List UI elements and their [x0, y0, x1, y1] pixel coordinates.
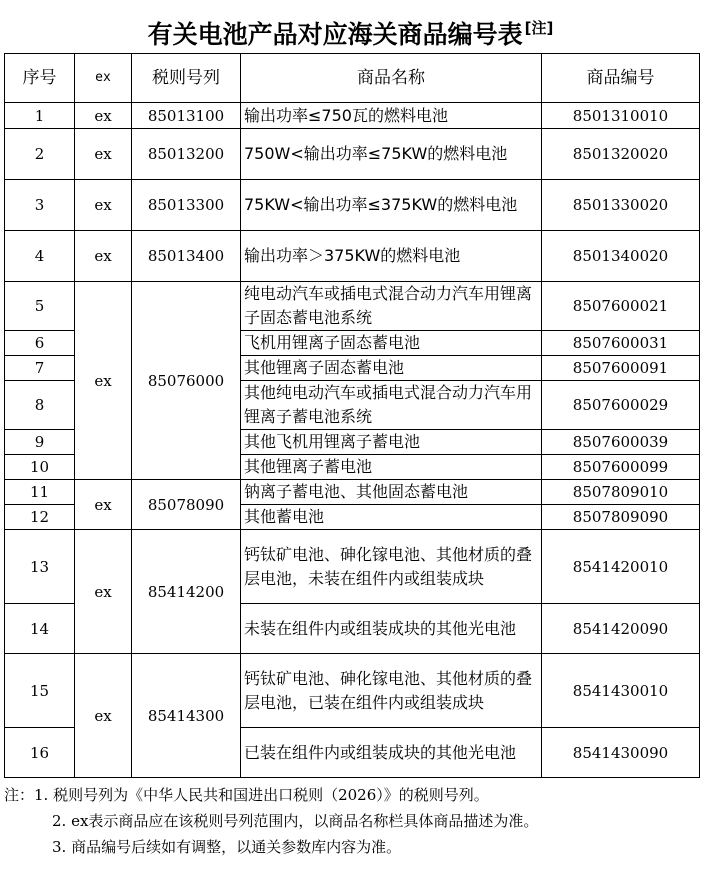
header-tariff: 税则号列 — [132, 54, 241, 103]
cell-code: 8541430090 — [542, 728, 700, 778]
cell-tariff: 85414300 — [132, 654, 241, 778]
footnotes — [4, 782, 699, 860]
cell-name: 输出功率≤750瓦的燃料电池 — [241, 103, 542, 129]
cell-seq: 11 — [5, 480, 75, 505]
cell-name: 其他飞机用锂离子蓄电池 — [241, 430, 542, 455]
cell-seq: 3 — [5, 180, 75, 231]
cell-seq: 9 — [5, 430, 75, 455]
cell-name: 未装在组件内或组装成块的其他光电池 — [241, 604, 542, 654]
cell-name: 输出功率＞375KW的燃料电池 — [241, 231, 542, 282]
footnote-2: 2. ex表示商品应在该税则号列范围内，以商品名称栏具体商品描述为准。 — [52, 812, 539, 830]
cell-name: 75KW<输出功率≤375KW的燃料电池 — [241, 180, 542, 231]
cell-seq: 13 — [5, 530, 75, 604]
cell-seq: 12 — [5, 505, 75, 530]
cell-ex: ex — [75, 282, 132, 480]
table-row — [5, 180, 700, 231]
cell-name: 纯电动汽车或插电式混合动力汽车用锂离子固态蓄电池系统 — [241, 282, 542, 331]
cell-ex: ex — [75, 231, 132, 282]
cell-code: 8501340020 — [542, 231, 700, 282]
title-text: 有关电池产品对应海关商品编号表 — [147, 20, 523, 49]
page-title — [0, 6, 701, 50]
cell-name: 钙钛矿电池、砷化镓电池、其他材质的叠层电池，已装在组件内或组装成块 — [241, 654, 542, 728]
cell-ex: ex — [75, 480, 132, 530]
cell-seq: 16 — [5, 728, 75, 778]
cell-name: 其他锂离子固态蓄电池 — [241, 356, 542, 381]
battery-code-table — [4, 53, 700, 778]
cell-name: 飞机用锂离子固态蓄电池 — [241, 331, 542, 356]
cell-tariff: 85013200 — [132, 129, 241, 180]
cell-tariff: 85013100 — [132, 103, 241, 129]
footnote-3: 3. 商品编号后续如有调整，以通关参数库内容为准。 — [52, 838, 402, 856]
table-row — [5, 103, 700, 129]
cell-code: 8501330020 — [542, 180, 700, 231]
cell-code: 8501310010 — [542, 103, 700, 129]
title-note-marker: [注] — [524, 19, 554, 37]
cell-code: 8507600031 — [542, 331, 700, 356]
cell-tariff: 85414200 — [132, 530, 241, 654]
table-row — [5, 480, 700, 505]
table-row — [5, 282, 700, 331]
cell-seq: 10 — [5, 455, 75, 480]
cell-code: 8541420010 — [542, 530, 700, 604]
cell-tariff: 85013400 — [132, 231, 241, 282]
cell-code: 8507600021 — [542, 282, 700, 331]
cell-tariff: 85078090 — [132, 480, 241, 530]
table-row — [5, 231, 700, 282]
cell-name: 其他纯电动汽车或插电式混合动力汽车用锂离子蓄电池系统 — [241, 381, 542, 430]
cell-name: 其他蓄电池 — [241, 505, 542, 530]
cell-ex: ex — [75, 180, 132, 231]
cell-seq: 4 — [5, 231, 75, 282]
header-code: 商品编号 — [542, 54, 700, 103]
cell-ex: ex — [75, 129, 132, 180]
table-row — [5, 530, 700, 604]
cell-code: 8541430010 — [542, 654, 700, 728]
cell-seq: 15 — [5, 654, 75, 728]
footnote-1: 注：1. 税则号列为《中华人民共和国进出口税则（2026）》的税则号列。 — [4, 786, 489, 804]
cell-code: 8541420090 — [542, 604, 700, 654]
cell-seq: 1 — [5, 103, 75, 129]
cell-seq: 2 — [5, 129, 75, 180]
table-row — [5, 129, 700, 180]
cell-code: 8507600039 — [542, 430, 700, 455]
cell-name: 钠离子蓄电池、其他固态蓄电池 — [241, 480, 542, 505]
cell-seq: 8 — [5, 381, 75, 430]
header-seq: 序号 — [5, 54, 75, 103]
cell-code: 8507809090 — [542, 505, 700, 530]
cell-ex: ex — [75, 530, 132, 654]
cell-name: 其他锂离子蓄电池 — [241, 455, 542, 480]
table-row — [5, 654, 700, 728]
cell-name: 钙钛矿电池、砷化镓电池、其他材质的叠层电池，未装在组件内或组装成块 — [241, 530, 542, 604]
cell-seq: 7 — [5, 356, 75, 381]
cell-name: 已装在组件内或组装成块的其他光电池 — [241, 728, 542, 778]
cell-ex: ex — [75, 103, 132, 129]
header-name: 商品名称 — [241, 54, 542, 103]
cell-code: 8507600029 — [542, 381, 700, 430]
cell-code: 8507600099 — [542, 455, 700, 480]
cell-code: 8507809010 — [542, 480, 700, 505]
cell-name: 750W<输出功率≤75KW的燃料电池 — [241, 129, 542, 180]
cell-tariff: 85013300 — [132, 180, 241, 231]
cell-code: 8501320020 — [542, 129, 700, 180]
table-header-row — [5, 54, 700, 103]
header-ex: ex — [75, 54, 132, 103]
cell-seq: 6 — [5, 331, 75, 356]
cell-seq: 14 — [5, 604, 75, 654]
cell-ex: ex — [75, 654, 132, 778]
cell-code: 8507600091 — [542, 356, 700, 381]
cell-tariff: 85076000 — [132, 282, 241, 480]
cell-seq: 5 — [5, 282, 75, 331]
